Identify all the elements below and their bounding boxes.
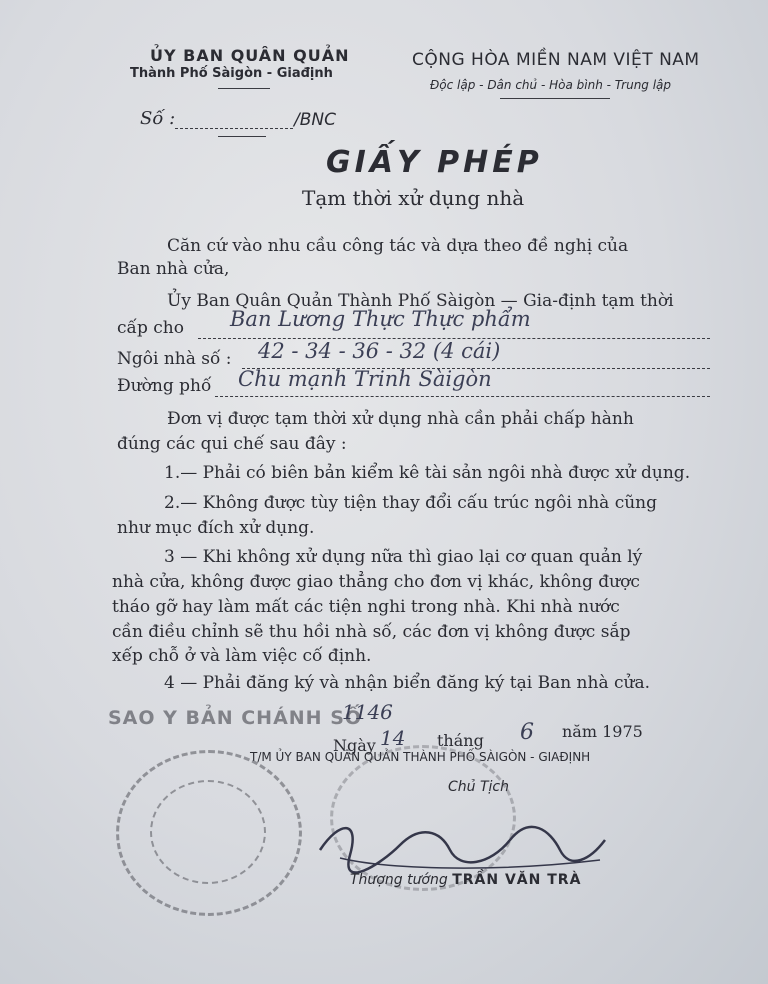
signatory-name: TRẦN VĂN TRÀ xyxy=(452,872,582,888)
rule-2-line-1: 2.— Không được tùy tiện thay đổi cấu trúc ngôi nhà cũng xyxy=(164,493,658,513)
document-title: GIẤY PHÉP xyxy=(326,145,543,180)
date-day-value: 14 xyxy=(380,726,406,750)
house-label: Ngôi nhà số : xyxy=(117,349,232,369)
intro-line-1: Căn cứ vào nhu cầu công tác và dựa theo đề nghị của xyxy=(167,236,629,256)
rule-3-line-5: xếp chỗ ở và làm việc cố định. xyxy=(112,646,372,666)
date-month-label: tháng xyxy=(437,731,484,750)
house-value-handwritten: 42 - 34 - 36 - 32 (4 cái) xyxy=(258,339,501,363)
rule-3-line-2: nhà cửa, không được giao thẳng cho đơn vị khác, không được xyxy=(112,572,640,592)
reference-number-line xyxy=(175,128,293,129)
reference-suffix: /BNC xyxy=(294,110,336,130)
grant-value-handwritten: Ban Lương Thực Thực phẩm xyxy=(230,307,531,331)
country-motto: Độc lập - Dân chủ - Hòa bình - Trung lập xyxy=(430,78,672,92)
date-month-value: 6 xyxy=(520,720,534,745)
org-name: ỦY BAN QUÂN QUẢN xyxy=(150,46,350,65)
official-seal-inner-ring xyxy=(150,780,266,884)
signature-role: Chủ Tịch xyxy=(448,779,509,795)
signatory xyxy=(350,872,581,888)
street-label: Đường phố xyxy=(117,376,212,396)
copy-stamp-number: 1146 xyxy=(342,700,393,724)
street-value-handwritten: Chu mạnh Trinh Sàigòn xyxy=(238,367,492,391)
rule-3-line-3: tháo gỡ hay làm mất các tiện nghi trong nhà. Khi nhà nước xyxy=(112,597,620,617)
country-name: CỘNG HÒA MIỀN NAM VIỆT NAM xyxy=(412,50,700,70)
grant-line-1: Ủy Ban Quân Quản Thành Phố Sàigòn — Gia-định tạm thời xyxy=(167,291,674,311)
intro-line-2: Ban nhà cửa, xyxy=(117,259,230,279)
rule-3-line-4: cần điều chỉnh sẽ thu hồi nhà số, các đơn vị không được sắp xyxy=(112,622,631,642)
document-subtitle: Tạm thời xử dụng nhà xyxy=(302,186,525,210)
rules-intro-1: Đơn vị được tạm thời xử dụng nhà cần phải chấp hành xyxy=(167,409,634,429)
signature-on-behalf: T/M ỦY BAN QUÂN QUẢN THÀNH PHỐ SÀIGÒN - GIAĐỊNH xyxy=(250,750,591,764)
handwritten-signature xyxy=(300,810,620,880)
grant-label: cấp cho xyxy=(117,318,184,338)
rule-3-line-1: 3 — Khi không xử dụng nữa thì giao lại cơ quan quản lý xyxy=(164,547,643,567)
signatory-rank: Thượng tướng xyxy=(350,872,453,888)
rule-2-line-2: như mục đích xử dụng. xyxy=(117,518,315,538)
rule-4: 4 — Phải đăng ký và nhận biển đăng ký tại Ban nhà cửa. xyxy=(164,673,651,693)
country-underline xyxy=(500,98,610,99)
rule-1: 1.— Phải có biên bản kiểm kê tài sản ngôi nhà được xử dụng. xyxy=(164,463,691,483)
org-city: Thành Phố Sàigòn - Giađịnh xyxy=(130,66,333,81)
reference-label: Số : xyxy=(140,108,176,129)
rules-intro-2: đúng các qui chế sau đây : xyxy=(117,434,347,454)
copy-stamp-text: SAO Y BẢN CHÁNH SỐ xyxy=(108,707,363,729)
reference-underline xyxy=(218,136,266,137)
street-fill-line xyxy=(215,396,710,397)
date-year: năm 1975 xyxy=(562,722,643,741)
org-underline xyxy=(218,88,270,89)
date-day-label: Ngày xyxy=(333,736,376,755)
